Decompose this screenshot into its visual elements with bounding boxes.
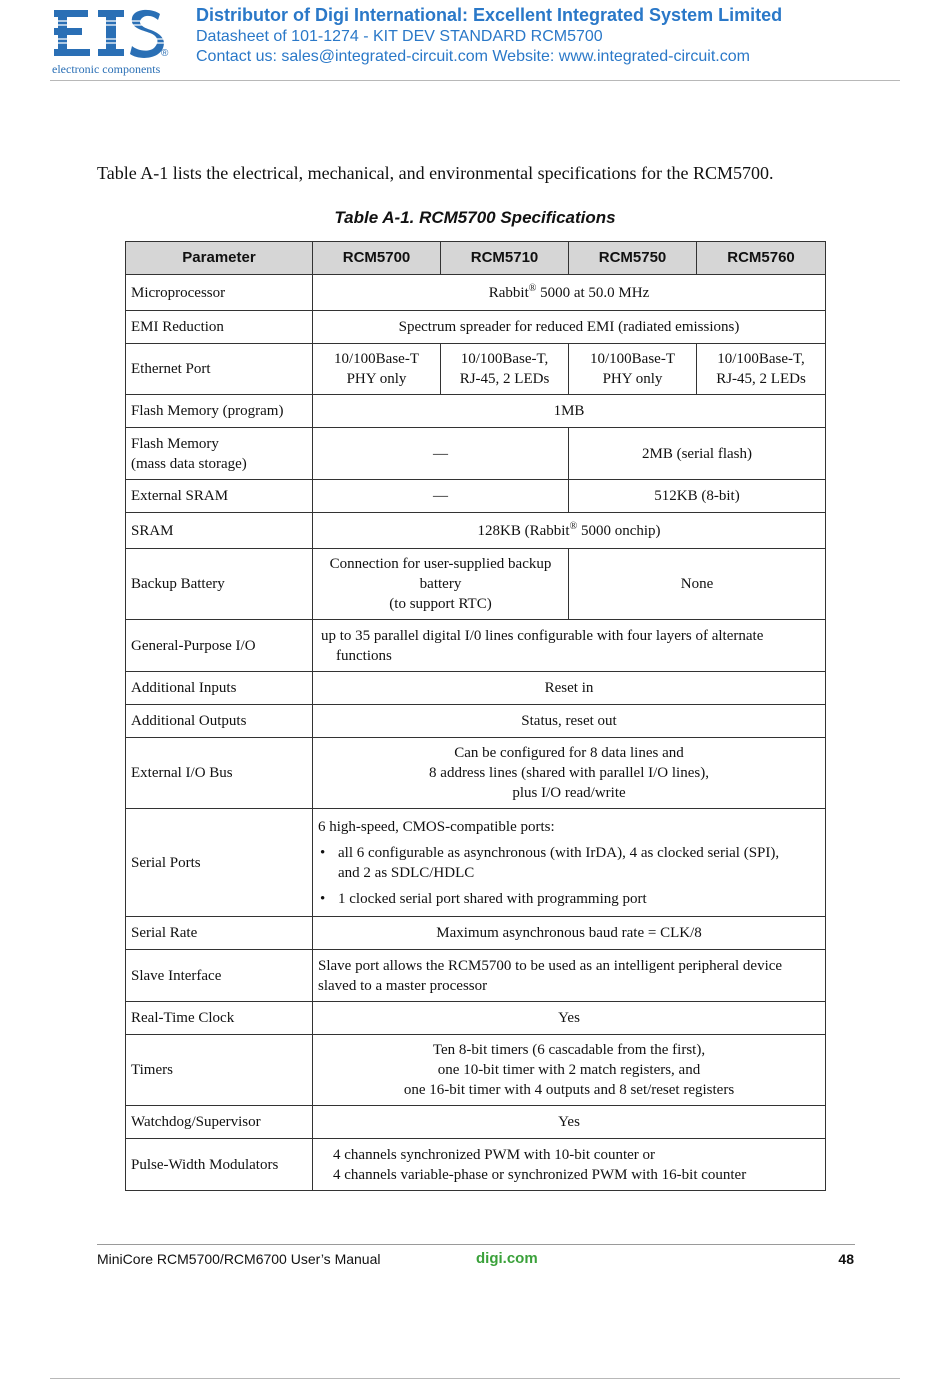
value-microprocessor: Rabbit® 5000 at 50.0 MHz: [313, 275, 826, 311]
header-rcm5750: RCM5750: [569, 242, 697, 275]
table-row: [126, 428, 826, 480]
table-row: [126, 672, 826, 705]
header-parameter: Parameter: [126, 242, 313, 275]
header-divider: [50, 80, 900, 81]
value-pwm: 4 channels synchronized PWM with 10-bit counter or 4 channels variable-phase or synchronized PWM with 16-bit counter: [313, 1139, 826, 1191]
value-serial-rate: Maximum asynchronous baud rate = CLK/8: [313, 917, 826, 950]
table-row: [126, 480, 826, 513]
table-row: [126, 395, 826, 428]
intro-paragraph: Table A-1 lists the electrical, mechanical, and environmental specifications for the RCM5700.: [97, 163, 774, 183]
specifications-table: [125, 241, 826, 1191]
table-header-row: [126, 242, 826, 275]
value-timers: Ten 8-bit timers (6 cascadable from the first), one 10-bit timer with 2 match registers, and one 16-bit timer with 4 outputs and 8 set/reset registers: [313, 1035, 826, 1106]
value-serial-ports: [313, 809, 826, 917]
table-row: [126, 620, 826, 672]
param-flash-program: Flash Memory (program): [126, 395, 313, 428]
table-row: [126, 1002, 826, 1035]
param-serial-rate: Serial Rate: [126, 917, 313, 950]
table-row: [126, 917, 826, 950]
param-real-time-clock: Real-Time Clock: [126, 1002, 313, 1035]
table-row: [126, 738, 826, 809]
value-ext-sram-right: 512KB (8-bit): [569, 480, 826, 513]
logo-registered-mark: ®: [161, 48, 169, 59]
bottom-divider: [50, 1378, 900, 1379]
param-watchdog: Watchdog/Supervisor: [126, 1106, 313, 1139]
param-external-io-bus: External I/O Bus: [126, 738, 313, 809]
value-additional-inputs: Reset in: [313, 672, 826, 705]
param-additional-outputs: Additional Outputs: [126, 705, 313, 738]
value-flash-program: 1MB: [313, 395, 826, 428]
param-gpio: General-Purpose I/O: [126, 620, 313, 672]
value-backup-right: None: [569, 549, 826, 620]
footer-site-link[interactable]: digi.com: [476, 1250, 538, 1267]
value-additional-outputs: Status, reset out: [313, 705, 826, 738]
value-flash-mass-right: 2MB (serial flash): [569, 428, 826, 480]
table-row: [126, 1035, 826, 1106]
serial-ports-intro: 6 high-speed, CMOS-compatible ports:: [318, 818, 555, 835]
eis-logo: [50, 6, 175, 76]
table-row: [126, 549, 826, 620]
value-slave-interface: Slave port allows the RCM5700 to be used as an intelligent peripheral device slaved to a master processor: [313, 950, 826, 1002]
value-ethernet-rcm5700: 10/100Base-T PHY only: [313, 344, 441, 395]
param-flash-mass: Flash Memory (mass data storage): [126, 428, 313, 480]
serial-ports-bullet-2: • 1 clocked serial port shared with programming port: [320, 890, 647, 907]
value-flash-mass-left: —: [313, 428, 569, 480]
value-real-time-clock: Yes: [313, 1002, 826, 1035]
table-row: [126, 311, 826, 344]
value-ethernet-rcm5710: 10/100Base-T, RJ-45, 2 LEDs: [441, 344, 569, 395]
table-row: [126, 705, 826, 738]
value-ethernet-rcm5750: 10/100Base-T PHY only: [569, 344, 697, 395]
page-header: [0, 0, 950, 82]
param-pwm: Pulse-Width Modulators: [126, 1139, 313, 1191]
value-gpio: up to 35 parallel digital I/0 lines configurable with four layers of alternate functions: [313, 620, 826, 672]
table-row: [126, 1139, 826, 1191]
param-backup-battery: Backup Battery: [126, 549, 313, 620]
eis-logo-letters: [50, 6, 175, 60]
header-rcm5710: RCM5710: [441, 242, 569, 275]
table-row: [126, 344, 826, 395]
footer-page-number: 48: [838, 1251, 854, 1267]
table-row: [126, 950, 826, 1002]
value-external-io-bus: Can be configured for 8 data lines and 8 address lines (shared with parallel I/O lines), plus I/O read/write: [313, 738, 826, 809]
distributor-title: Distributor of Digi International: Excellent Integrated System Limited: [196, 5, 783, 25]
table-row: [126, 513, 826, 549]
table-row: [126, 275, 826, 311]
param-emi: EMI Reduction: [126, 311, 313, 344]
param-additional-inputs: Additional Inputs: [126, 672, 313, 705]
value-emi: Spectrum spreader for reduced EMI (radiated emissions): [313, 311, 826, 344]
value-ethernet-rcm5760: 10/100Base-T, RJ-45, 2 LEDs: [697, 344, 826, 395]
value-ext-sram-left: —: [313, 480, 569, 513]
table-row: [126, 1106, 826, 1139]
param-ext-sram: External SRAM: [126, 480, 313, 513]
param-microprocessor: Microprocessor: [126, 275, 313, 311]
logo-subtitle: electronic components: [52, 62, 161, 76]
value-watchdog: Yes: [313, 1106, 826, 1139]
param-sram: SRAM: [126, 513, 313, 549]
footer-divider: [97, 1244, 855, 1245]
serial-ports-bullet-1: • all 6 configurable as asynchronous (with IrDA), 4 as clocked serial (SPI), and 2 as SDLC/HDLC: [320, 844, 780, 881]
param-timers: Timers: [126, 1035, 313, 1106]
header-rcm5760: RCM5760: [697, 242, 826, 275]
param-ethernet: Ethernet Port: [126, 344, 313, 395]
value-backup-left: Connection for user-supplied backup battery (to support RTC): [313, 549, 569, 620]
header-rcm5700: RCM5700: [313, 242, 441, 275]
table-row: [126, 809, 826, 917]
param-slave-interface: Slave Interface: [126, 950, 313, 1002]
datasheet-line: Datasheet of 101-1274 - KIT DEV STANDARD RCM5700: [196, 28, 603, 45]
param-serial-ports: Serial Ports: [126, 809, 313, 917]
contact-line: Contact us: sales@integrated-circuit.com Website: www.integrated-circuit.com: [196, 48, 750, 65]
footer-manual-title: MiniCore RCM5700/RCM6700 User’s Manual: [97, 1251, 381, 1267]
table-caption: Table A-1. RCM5700 Specifications: [334, 208, 616, 227]
value-sram: 128KB (Rabbit® 5000 onchip): [313, 513, 826, 549]
